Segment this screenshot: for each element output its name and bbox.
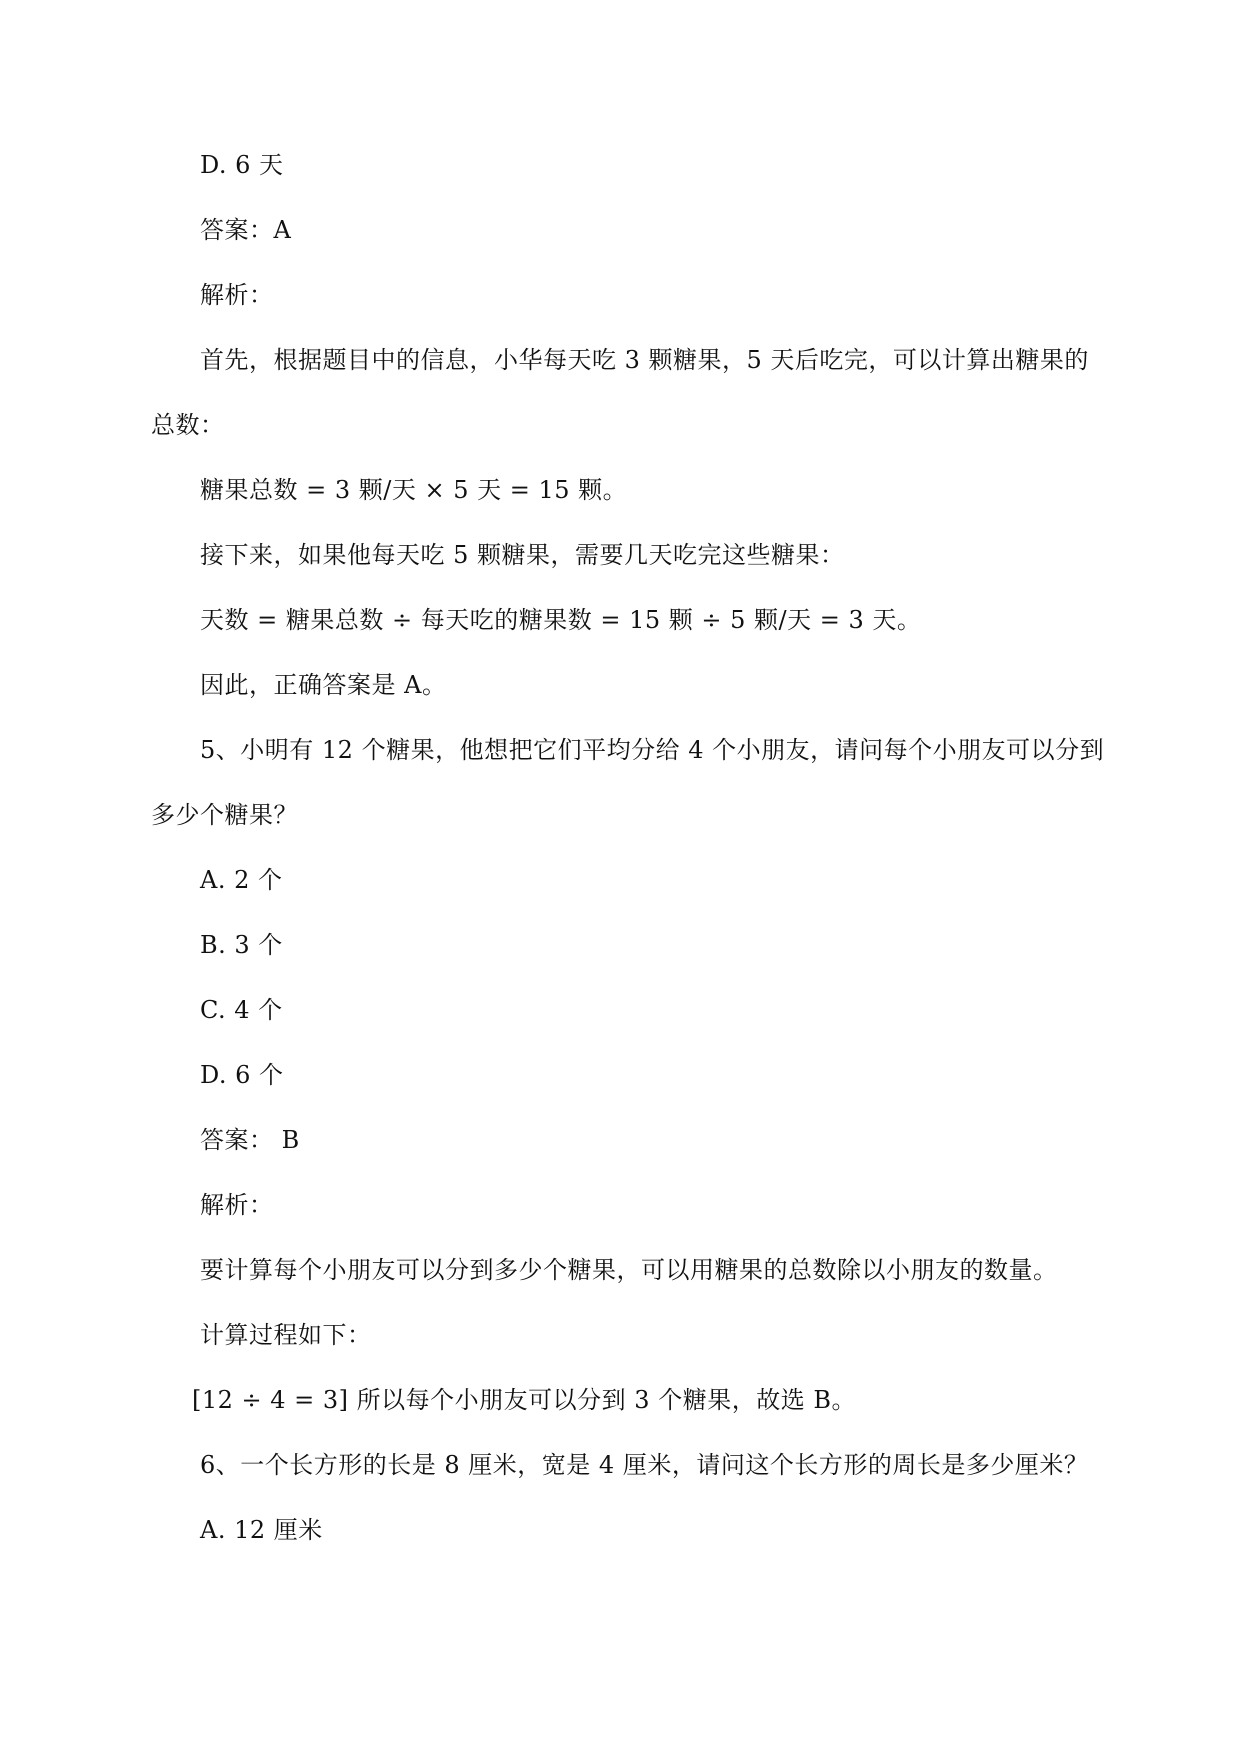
- analysis-heading-q5: 解析：: [200, 1191, 274, 1219]
- formula-total-candy: 糖果总数 = 3 颗/天 × 5 天 = 15 颗。: [200, 476, 628, 504]
- option-a-q6: A. 12 厘米: [200, 1516, 323, 1544]
- analysis-heading-q4: 解析：: [200, 281, 274, 309]
- option-d-q4: D. 6 天: [200, 151, 284, 179]
- analysis-paragraph-q4-next: 接下来，如果他每天吃 5 颗糖果，需要几天吃完这些糖果：: [200, 541, 845, 569]
- analysis-paragraph-q5: 要计算每个小朋友可以分到多少个糖果，可以用糖果的总数除以小朋友的数量。: [200, 1256, 1058, 1284]
- answer-q4: 答案：A: [200, 216, 292, 244]
- question-5-line2: 多少个糖果？: [151, 801, 298, 829]
- answer-q5: 答案： B: [200, 1126, 300, 1154]
- calculation-heading-q5: 计算过程如下：: [200, 1321, 372, 1349]
- question-6: 6、一个长方形的长是 8 厘米，宽是 4 厘米，请问这个长方形的周长是多少厘米？: [200, 1451, 1089, 1479]
- conclusion-q4: 因此，正确答案是 A。: [200, 671, 447, 699]
- analysis-paragraph-q4-line1: 首先，根据题目中的信息，小华每天吃 3 颗糖果，5 天后吃完，可以计算出糖果的: [200, 346, 1089, 374]
- option-a-q5: A. 2 个: [200, 866, 283, 894]
- option-c-q5: C. 4 个: [200, 996, 283, 1024]
- calculation-q5: [12 ÷ 4 = 3] 所以每个小朋友可以分到 3 个糖果，故选 B。: [192, 1386, 856, 1414]
- analysis-paragraph-q4-line2: 总数：: [151, 411, 225, 439]
- formula-days: 天数 = 糖果总数 ÷ 每天吃的糖果数 = 15 颗 ÷ 5 颗/天 = 3 天。: [200, 606, 922, 634]
- question-5-line1: 5、小明有 12 个糖果，他想把它们平均分给 4 个小朋友，请问每个小朋友可以分到: [200, 736, 1105, 764]
- option-b-q5: B. 3 个: [200, 931, 283, 959]
- option-d-q5: D. 6 个: [200, 1061, 284, 1089]
